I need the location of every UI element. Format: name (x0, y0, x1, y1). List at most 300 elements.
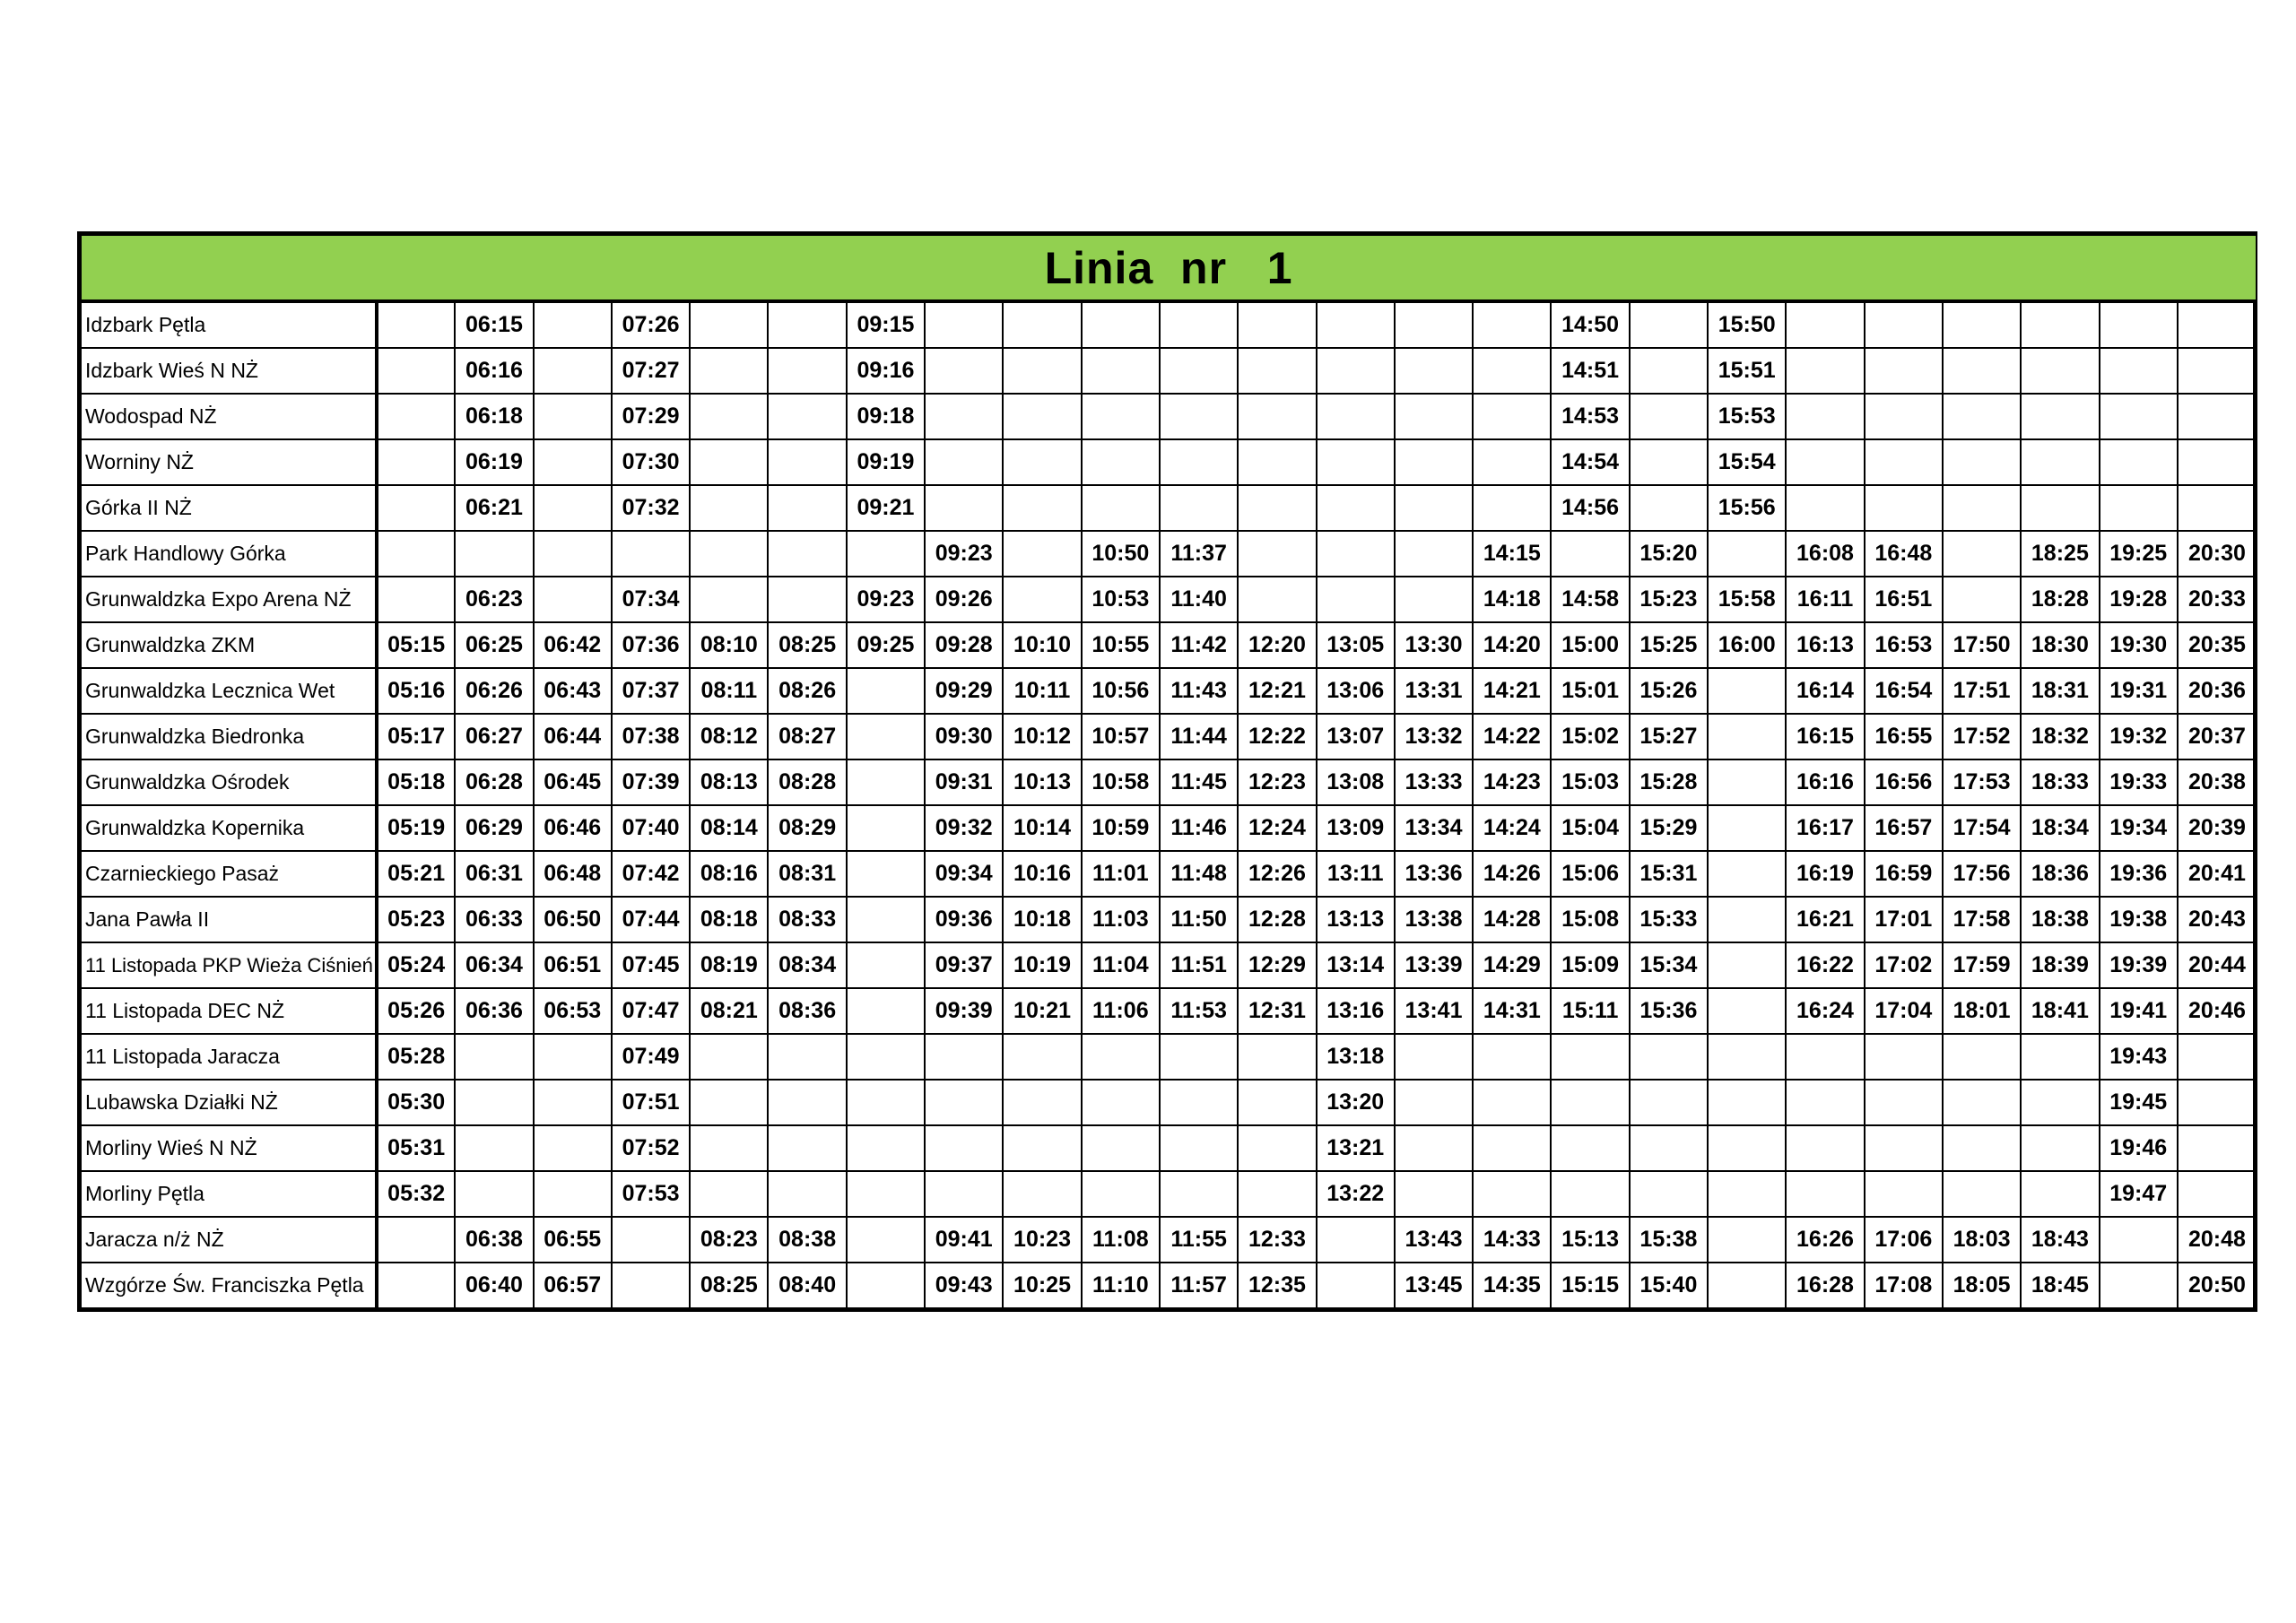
departure-time-cell: 06:44 (534, 714, 612, 759)
departure-time-cell: 06:43 (534, 668, 612, 714)
departure-time-cell: 12:21 (1238, 668, 1316, 714)
departure-time-cell: 15:31 (1630, 851, 1708, 897)
departure-time-cell (1708, 531, 1786, 577)
departure-time-cell (768, 485, 846, 531)
departure-time-cell: 20:33 (2178, 577, 2256, 622)
departure-time-cell (1551, 1171, 1629, 1217)
departure-time-cell (1786, 394, 1864, 439)
departure-time-cell (1708, 1171, 1786, 1217)
departure-time-cell: 20:39 (2178, 805, 2256, 851)
departure-time-cell (1317, 577, 1395, 622)
departure-time-cell: 05:23 (377, 897, 455, 942)
departure-time-cell (1395, 348, 1473, 394)
departure-time-cell (768, 1125, 846, 1171)
departure-time-cell: 08:11 (690, 668, 768, 714)
departure-time-cell: 08:10 (690, 622, 768, 668)
departure-time-cell: 10:58 (1082, 759, 1160, 805)
departure-time-cell: 15:03 (1551, 759, 1629, 805)
departure-time-cell: 07:51 (612, 1080, 690, 1125)
departure-time-cell (1238, 577, 1316, 622)
departure-time-cell: 11:45 (1160, 759, 1238, 805)
departure-time-cell (534, 1034, 612, 1080)
departure-time-cell (1865, 1034, 1943, 1080)
departure-time-cell: 05:32 (377, 1171, 455, 1217)
departure-time-cell (768, 348, 846, 394)
departure-time-cell: 07:27 (612, 348, 690, 394)
departure-time-cell (847, 714, 925, 759)
departure-time-cell: 14:35 (1473, 1263, 1551, 1307)
departure-time-cell: 17:59 (1943, 942, 2021, 988)
departure-time-cell: 09:41 (925, 1217, 1003, 1263)
departure-time-cell (847, 851, 925, 897)
departure-time-cell (1473, 348, 1551, 394)
departure-time-cell (1630, 348, 1708, 394)
departure-time-cell: 15:54 (1708, 439, 1786, 485)
departure-time-cell: 12:29 (1238, 942, 1316, 988)
departure-time-cell: 20:35 (2178, 622, 2256, 668)
departure-time-cell: 16:08 (1786, 531, 1864, 577)
departure-time-cell: 13:45 (1395, 1263, 1473, 1307)
departure-time-cell: 18:32 (2021, 714, 2099, 759)
departure-time-cell: 14:53 (1551, 394, 1629, 439)
departure-time-cell: 05:30 (377, 1080, 455, 1125)
table-row (82, 1171, 2256, 1217)
departure-time-cell: 08:16 (690, 851, 768, 897)
departure-time-cell: 12:23 (1238, 759, 1316, 805)
table-row (82, 714, 2256, 759)
departure-time-cell: 05:17 (377, 714, 455, 759)
stop-name: Jana Pawła II (82, 897, 377, 942)
departure-time-cell: 06:19 (455, 439, 533, 485)
departure-time-cell: 13:31 (1395, 668, 1473, 714)
title-row (82, 236, 2256, 301)
departure-time-cell: 06:29 (455, 805, 533, 851)
departure-time-cell: 15:13 (1551, 1217, 1629, 1263)
departure-time-cell (690, 394, 768, 439)
departure-time-cell: 15:38 (1630, 1217, 1708, 1263)
departure-time-cell: 08:14 (690, 805, 768, 851)
departure-time-cell (847, 759, 925, 805)
departure-time-cell: 20:50 (2178, 1263, 2256, 1307)
departure-time-cell: 07:30 (612, 439, 690, 485)
departure-time-cell (1238, 1080, 1316, 1125)
departure-time-cell: 19:39 (2100, 942, 2178, 988)
departure-time-cell: 09:37 (925, 942, 1003, 988)
departure-time-cell: 16:22 (1786, 942, 1864, 988)
departure-time-cell: 08:21 (690, 988, 768, 1034)
departure-time-cell (1630, 1034, 1708, 1080)
departure-time-cell: 13:32 (1395, 714, 1473, 759)
departure-time-cell: 08:36 (768, 988, 846, 1034)
departure-time-cell: 06:28 (455, 759, 533, 805)
departure-time-cell: 07:52 (612, 1125, 690, 1171)
table-row (82, 577, 2256, 622)
departure-time-cell (1786, 439, 1864, 485)
departure-time-cell: 14:31 (1473, 988, 1551, 1034)
departure-time-cell (1160, 1080, 1238, 1125)
table-row (82, 394, 2256, 439)
departure-time-cell: 18:34 (2021, 805, 2099, 851)
departure-time-cell (2021, 394, 2099, 439)
departure-time-cell: 08:25 (768, 622, 846, 668)
departure-time-cell (1395, 439, 1473, 485)
departure-time-cell: 18:33 (2021, 759, 2099, 805)
departure-time-cell (2100, 301, 2178, 348)
departure-time-cell (1160, 394, 1238, 439)
departure-time-cell: 09:25 (847, 622, 925, 668)
departure-time-cell: 05:21 (377, 851, 455, 897)
departure-time-cell (1943, 1080, 2021, 1125)
departure-time-cell (2021, 1125, 2099, 1171)
departure-time-cell: 14:50 (1551, 301, 1629, 348)
departure-time-cell (1317, 348, 1395, 394)
stop-name: Worniny NŻ (82, 439, 377, 485)
departure-time-cell (2100, 485, 2178, 531)
departure-time-cell (2021, 348, 2099, 394)
departure-time-cell (925, 485, 1003, 531)
departure-time-cell: 10:10 (1003, 622, 1081, 668)
departure-time-cell (768, 1171, 846, 1217)
departure-time-cell: 11:46 (1160, 805, 1238, 851)
departure-time-cell (1003, 1171, 1081, 1217)
departure-time-cell (1473, 439, 1551, 485)
departure-time-cell (2021, 1034, 2099, 1080)
departure-time-cell (1786, 1034, 1864, 1080)
departure-time-cell: 15:34 (1630, 942, 1708, 988)
departure-time-cell (1238, 531, 1316, 577)
departure-time-cell: 15:58 (1708, 577, 1786, 622)
departure-time-cell: 06:26 (455, 668, 533, 714)
stop-name: 11 Listopada DEC NŻ (82, 988, 377, 1034)
departure-time-cell: 13:34 (1395, 805, 1473, 851)
table-row (82, 622, 2256, 668)
departure-time-cell: 17:53 (1943, 759, 2021, 805)
departure-time-cell: 06:42 (534, 622, 612, 668)
departure-time-cell: 08:27 (768, 714, 846, 759)
departure-time-cell (612, 531, 690, 577)
departure-time-cell: 15:40 (1630, 1263, 1708, 1307)
departure-time-cell (847, 1171, 925, 1217)
departure-time-cell: 18:25 (2021, 531, 2099, 577)
departure-time-cell: 13:22 (1317, 1171, 1395, 1217)
departure-time-cell: 16:24 (1786, 988, 1864, 1034)
departure-time-cell (534, 301, 612, 348)
departure-time-cell (2021, 301, 2099, 348)
page-title: Linia nr 1 (1044, 242, 1293, 293)
departure-time-cell (1786, 1080, 1864, 1125)
timetable (82, 236, 2256, 1307)
departure-time-cell (1238, 485, 1316, 531)
departure-time-cell: 08:12 (690, 714, 768, 759)
departure-time-cell (925, 348, 1003, 394)
departure-time-cell (1160, 1171, 1238, 1217)
departure-time-cell: 17:02 (1865, 942, 1943, 988)
departure-time-cell: 10:12 (1003, 714, 1081, 759)
departure-time-cell: 13:16 (1317, 988, 1395, 1034)
departure-time-cell (455, 1125, 533, 1171)
departure-time-cell (1160, 348, 1238, 394)
departure-time-cell: 08:40 (768, 1263, 846, 1307)
departure-time-cell (2021, 485, 2099, 531)
table-row (82, 1263, 2256, 1307)
stop-name: Idzbark Pętla (82, 301, 377, 348)
departure-time-cell (1865, 1125, 1943, 1171)
departure-time-cell (455, 1034, 533, 1080)
stop-name: 11 Listopada Jaracza (82, 1034, 377, 1080)
departure-time-cell (2178, 348, 2256, 394)
departure-time-cell: 14:15 (1473, 531, 1551, 577)
departure-time-cell: 14:56 (1551, 485, 1629, 531)
departure-time-cell: 10:13 (1003, 759, 1081, 805)
departure-time-cell: 08:34 (768, 942, 846, 988)
departure-time-cell (690, 301, 768, 348)
departure-time-cell: 15:09 (1551, 942, 1629, 988)
table-row (82, 805, 2256, 851)
departure-time-cell (1708, 897, 1786, 942)
departure-time-cell (1160, 485, 1238, 531)
departure-time-cell: 17:04 (1865, 988, 1943, 1034)
table-row (82, 942, 2256, 988)
departure-time-cell: 11:43 (1160, 668, 1238, 714)
departure-time-cell (1473, 485, 1551, 531)
departure-time-cell (1630, 1171, 1708, 1217)
departure-time-cell (534, 531, 612, 577)
departure-time-cell (1865, 485, 1943, 531)
departure-time-cell (1395, 394, 1473, 439)
departure-time-cell (1865, 1080, 1943, 1125)
departure-time-cell (847, 988, 925, 1034)
departure-time-cell: 10:23 (1003, 1217, 1081, 1263)
departure-time-cell: 14:51 (1551, 348, 1629, 394)
departure-time-cell: 06:34 (455, 942, 533, 988)
departure-time-cell (690, 531, 768, 577)
departure-time-cell: 17:50 (1943, 622, 2021, 668)
departure-time-cell (1395, 1171, 1473, 1217)
departure-time-cell (1082, 1080, 1160, 1125)
departure-time-cell (455, 1171, 533, 1217)
departure-time-cell (1473, 1125, 1551, 1171)
departure-time-cell: 16:48 (1865, 531, 1943, 577)
departure-time-cell: 17:08 (1865, 1263, 1943, 1307)
departure-time-cell: 20:46 (2178, 988, 2256, 1034)
departure-time-cell: 07:37 (612, 668, 690, 714)
departure-time-cell (455, 1080, 533, 1125)
departure-time-cell: 15:53 (1708, 394, 1786, 439)
departure-time-cell: 06:33 (455, 897, 533, 942)
departure-time-cell (1630, 485, 1708, 531)
table-row (82, 668, 2256, 714)
departure-time-cell: 13:43 (1395, 1217, 1473, 1263)
departure-time-cell (1865, 348, 1943, 394)
departure-time-cell: 05:16 (377, 668, 455, 714)
departure-time-cell (1943, 485, 2021, 531)
departure-time-cell (2178, 1034, 2256, 1080)
departure-time-cell (2178, 439, 2256, 485)
departure-time-cell: 17:01 (1865, 897, 1943, 942)
departure-time-cell (1551, 1034, 1629, 1080)
departure-time-cell (534, 485, 612, 531)
departure-time-cell: 16:56 (1865, 759, 1943, 805)
departure-time-cell (1708, 1034, 1786, 1080)
departure-time-cell (1082, 439, 1160, 485)
departure-time-cell: 09:26 (925, 577, 1003, 622)
departure-time-cell (377, 531, 455, 577)
departure-time-cell: 12:22 (1238, 714, 1316, 759)
departure-time-cell: 15:25 (1630, 622, 1708, 668)
departure-time-cell: 19:43 (2100, 1034, 2178, 1080)
departure-time-cell: 06:48 (534, 851, 612, 897)
departure-time-cell (1473, 1171, 1551, 1217)
departure-time-cell: 13:38 (1395, 897, 1473, 942)
stop-name: Czarnieckiego Pasaż (82, 851, 377, 897)
departure-time-cell: 14:20 (1473, 622, 1551, 668)
departure-time-cell (534, 394, 612, 439)
departure-time-cell (1082, 485, 1160, 531)
departure-time-cell: 11:01 (1082, 851, 1160, 897)
table-row (82, 485, 2256, 531)
departure-time-cell: 15:29 (1630, 805, 1708, 851)
departure-time-cell: 15:08 (1551, 897, 1629, 942)
departure-time-cell (1160, 439, 1238, 485)
departure-time-cell (847, 1034, 925, 1080)
departure-time-cell: 14:18 (1473, 577, 1551, 622)
departure-time-cell (377, 1263, 455, 1307)
departure-time-cell: 09:39 (925, 988, 1003, 1034)
departure-time-cell: 20:48 (2178, 1217, 2256, 1263)
departure-time-cell: 13:13 (1317, 897, 1395, 942)
departure-time-cell: 19:32 (2100, 714, 2178, 759)
departure-time-cell (1708, 942, 1786, 988)
departure-time-cell (1551, 1125, 1629, 1171)
departure-time-cell (847, 668, 925, 714)
departure-time-cell: 05:19 (377, 805, 455, 851)
departure-time-cell: 14:29 (1473, 942, 1551, 988)
departure-time-cell: 06:31 (455, 851, 533, 897)
departure-time-cell: 14:54 (1551, 439, 1629, 485)
departure-time-cell: 18:43 (2021, 1217, 2099, 1263)
departure-time-cell: 16:16 (1786, 759, 1864, 805)
departure-time-cell: 07:36 (612, 622, 690, 668)
departure-time-cell (2178, 301, 2256, 348)
departure-time-cell: 10:56 (1082, 668, 1160, 714)
departure-time-cell (377, 485, 455, 531)
departure-time-cell: 18:30 (2021, 622, 2099, 668)
departure-time-cell: 11:42 (1160, 622, 1238, 668)
departure-time-cell (1630, 301, 1708, 348)
departure-time-cell (925, 301, 1003, 348)
departure-time-cell (768, 577, 846, 622)
departure-time-cell: 09:28 (925, 622, 1003, 668)
departure-time-cell (2178, 1171, 2256, 1217)
departure-time-cell (768, 1034, 846, 1080)
departure-time-cell: 06:55 (534, 1217, 612, 1263)
departure-time-cell (1082, 1034, 1160, 1080)
table-row (82, 897, 2256, 942)
departure-time-cell: 06:21 (455, 485, 533, 531)
departure-time-cell (455, 531, 533, 577)
departure-time-cell: 19:31 (2100, 668, 2178, 714)
departure-time-cell (690, 348, 768, 394)
departure-time-cell: 16:57 (1865, 805, 1943, 851)
departure-time-cell: 05:24 (377, 942, 455, 988)
departure-time-cell: 13:09 (1317, 805, 1395, 851)
departure-time-cell: 19:34 (2100, 805, 2178, 851)
departure-time-cell: 07:44 (612, 897, 690, 942)
departure-time-cell: 07:39 (612, 759, 690, 805)
departure-time-cell: 08:25 (690, 1263, 768, 1307)
departure-time-cell: 16:15 (1786, 714, 1864, 759)
departure-time-cell: 11:57 (1160, 1263, 1238, 1307)
departure-time-cell (2021, 1080, 2099, 1125)
departure-time-cell (534, 439, 612, 485)
departure-time-cell (1943, 348, 2021, 394)
departure-time-cell: 13:18 (1317, 1034, 1395, 1080)
departure-time-cell (1317, 394, 1395, 439)
departure-time-cell (690, 1171, 768, 1217)
departure-time-cell: 10:57 (1082, 714, 1160, 759)
departure-time-cell (1708, 1217, 1786, 1263)
table-row (82, 851, 2256, 897)
departure-time-cell: 05:26 (377, 988, 455, 1034)
departure-time-cell (2178, 1080, 2256, 1125)
stop-name: Grunwaldzka Lecznica Wet (82, 668, 377, 714)
departure-time-cell: 06:23 (455, 577, 533, 622)
departure-time-cell (2100, 439, 2178, 485)
departure-time-cell: 15:23 (1630, 577, 1708, 622)
departure-time-cell: 13:30 (1395, 622, 1473, 668)
departure-time-cell (1395, 1080, 1473, 1125)
departure-time-cell: 11:50 (1160, 897, 1238, 942)
departure-time-cell: 11:10 (1082, 1263, 1160, 1307)
departure-time-cell: 15:36 (1630, 988, 1708, 1034)
departure-time-cell (377, 394, 455, 439)
departure-time-cell: 15:50 (1708, 301, 1786, 348)
departure-time-cell: 11:55 (1160, 1217, 1238, 1263)
departure-time-cell: 17:58 (1943, 897, 2021, 942)
departure-time-cell: 07:34 (612, 577, 690, 622)
departure-time-cell: 13:33 (1395, 759, 1473, 805)
departure-time-cell: 13:36 (1395, 851, 1473, 897)
departure-time-cell: 15:56 (1708, 485, 1786, 531)
departure-time-cell (1551, 1080, 1629, 1125)
departure-time-cell: 08:19 (690, 942, 768, 988)
departure-time-cell: 09:18 (847, 394, 925, 439)
departure-time-cell (925, 439, 1003, 485)
departure-time-cell (1708, 1080, 1786, 1125)
departure-time-cell: 11:03 (1082, 897, 1160, 942)
table-row (82, 439, 2256, 485)
departure-time-cell: 20:44 (2178, 942, 2256, 988)
departure-time-cell: 07:47 (612, 988, 690, 1034)
departure-time-cell: 08:31 (768, 851, 846, 897)
departure-time-cell (1003, 394, 1081, 439)
departure-time-cell (1395, 301, 1473, 348)
departure-time-cell: 16:17 (1786, 805, 1864, 851)
departure-time-cell: 09:23 (847, 577, 925, 622)
departure-time-cell: 07:49 (612, 1034, 690, 1080)
departure-time-cell: 14:26 (1473, 851, 1551, 897)
departure-time-cell: 16:26 (1786, 1217, 1864, 1263)
departure-time-cell: 10:16 (1003, 851, 1081, 897)
departure-time-cell (768, 439, 846, 485)
departure-time-cell: 15:33 (1630, 897, 1708, 942)
departure-time-cell (847, 1125, 925, 1171)
departure-time-cell: 09:36 (925, 897, 1003, 942)
departure-time-cell (1238, 439, 1316, 485)
departure-time-cell (1160, 1034, 1238, 1080)
departure-time-cell: 18:39 (2021, 942, 2099, 988)
departure-time-cell: 14:28 (1473, 897, 1551, 942)
